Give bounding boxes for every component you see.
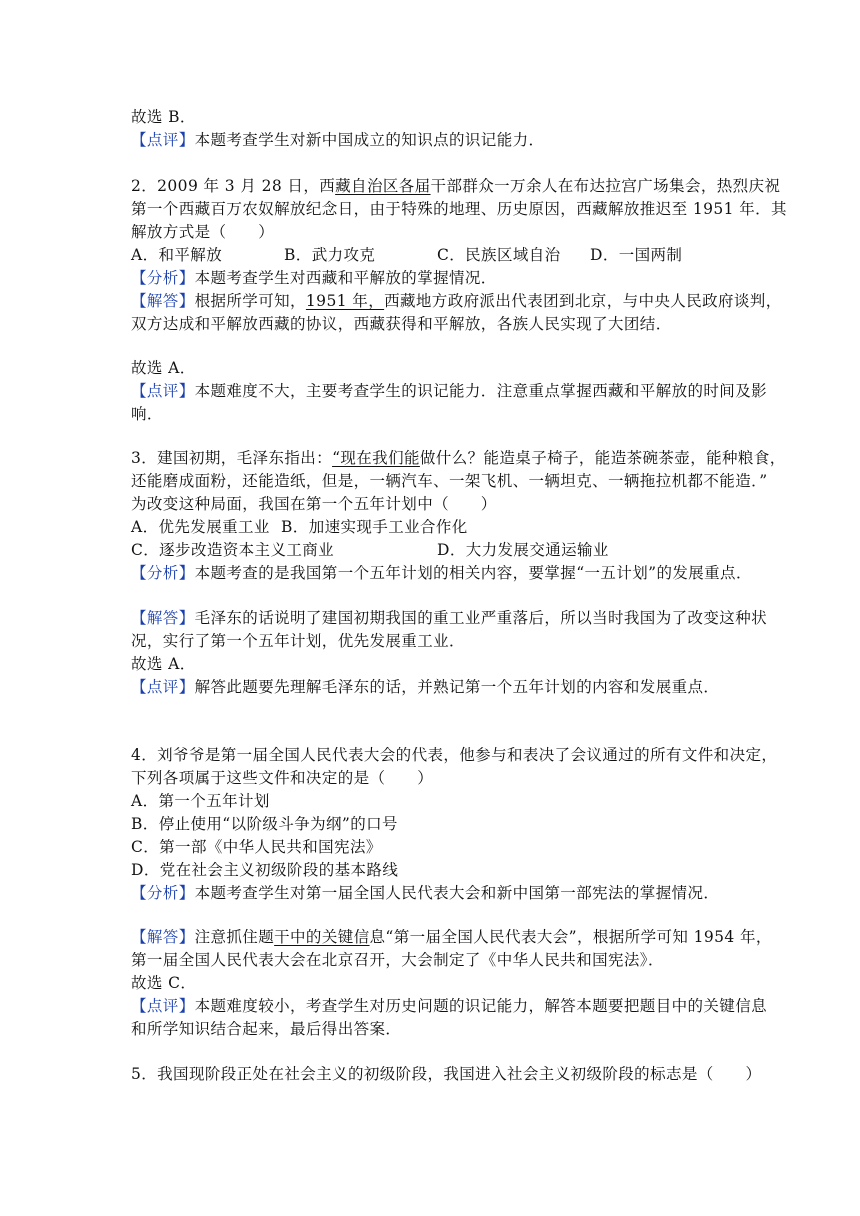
q2-answer-line-1 — [131, 290, 782, 312]
q4-comment-text: 本题难度较小，考查学生对历史问题的识记能力，解答本题要把题目中的关键信息 — [194, 997, 768, 1015]
q4-choice: 故选 C． — [131, 974, 197, 992]
q2-analysis-text: 本题考查学生对西藏和平解放的掌握情况． — [194, 269, 497, 287]
analysis-tag: 【分析】 — [131, 269, 195, 287]
q4-option-b: B．停止使用“以阶级斗争为纲”的口号 — [131, 815, 398, 833]
q4-stem-line-2: 下列各项属于这些文件和决定的是（ ） — [131, 769, 434, 787]
q2-analysis — [131, 267, 497, 289]
q2-answer-text: 西藏地方政府派出代表团到北京，与中央人民政府谈判， — [384, 292, 782, 310]
q4-comment-line-1 — [131, 995, 767, 1017]
q2-answer-line-2: 双方达成和平解放西藏的协议，西藏获得和平解放，各族人民实现了大团结． — [131, 315, 672, 333]
comment-tag: 【点评】 — [131, 997, 195, 1015]
q4-analysis — [131, 882, 719, 904]
q4-analysis-text: 本题考查学生对第一届全国人民代表大会和新中国第一部宪法的掌握情况． — [194, 884, 720, 902]
analysis-tag: 【分析】 — [131, 884, 195, 902]
q2-choice: 故选 A． — [131, 359, 196, 377]
q4-comment-line-2: 和所学知识结合起来，最后得出答案． — [131, 1020, 402, 1038]
q4-answer-text: 注意抓住题 — [194, 928, 275, 946]
analysis-tag: 【分析】 — [131, 564, 195, 582]
q3-analysis — [131, 562, 752, 584]
q3-stem-line-2: 还能磨成面粉，还能造纸，但是，一辆汽车、一架飞机、一辆坦克、一辆拖拉机都不能造．” — [131, 472, 768, 490]
q3-comment — [131, 676, 719, 698]
q3-option-c: C．逐步改造资本主义工商业 — [131, 541, 335, 559]
comment-tag: 【点评】 — [131, 131, 195, 149]
q3-choice: 故选 A． — [131, 655, 196, 673]
q3-options-row-2 — [131, 539, 609, 561]
q3-answer-text: 毛泽东的话说明了建国初期我国的重工业严重落后，所以当时我国为了改变这种状 — [194, 609, 768, 627]
q3-option-d: D．大力发展交通运输业 — [437, 541, 609, 559]
q5-stem-line-1: 5．我国现阶段正处在社会主义的初级阶段，我国进入社会主义初级阶段的标志是（ ） — [131, 1065, 762, 1083]
q3-comment-text: 解答此题要先理解毛泽东的话，并熟记第一个五年计划的内容和发展重点． — [194, 678, 720, 696]
q4-option-a: A．第一个五年计划 — [131, 792, 270, 810]
q2-answer-text: 根据所学可知， — [194, 292, 306, 310]
q3-stem-underlined: “现在我们能 — [332, 449, 420, 467]
q3-option-b: B．加速实现手工业合作化 — [281, 518, 468, 536]
q4-answer-text: 息“第一届全国人民代表大会”，根据所学可知 1954 年， — [369, 928, 772, 946]
q3-stem-line-3: 为改变这种局面，我国在第一个五年计划中（ ） — [131, 495, 497, 513]
q4-stem-line-1: 4．刘爷爷是第一届全国人民代表大会的代表，他参与和表决了会议通过的所有文件和决定， — [131, 746, 778, 764]
q3-answer-line-1 — [131, 607, 767, 629]
q4-option-c: C．第一部《中华人民共和国宪法》 — [131, 838, 382, 856]
q2-option-a: A．和平解放 — [131, 246, 223, 264]
q2-option-d: D．一国两制 — [590, 246, 683, 264]
answer-tag: 【解答】 — [131, 609, 195, 627]
q4-answer-line-2: 第一届全国人民代表大会在北京召开，大会制定了《中华人民共和国宪法》． — [131, 951, 664, 969]
q2-options — [131, 244, 682, 266]
q2-option-c: C．民族区域自治 — [437, 246, 561, 264]
q1-comment — [131, 129, 544, 151]
q2-stem-text: 干部群众一万余人在布达拉宫广场集会，热烈庆祝 — [430, 177, 781, 195]
q2-stem-text: 2．2009 年 3 月 28 日，西 — [131, 177, 336, 195]
q2-stem-underlined: 藏自治区各届 — [335, 177, 431, 195]
q2-stem-line-3: 解放方式是（ ） — [131, 223, 275, 241]
q3-options-row-1 — [131, 516, 468, 538]
comment-tag: 【点评】 — [131, 382, 195, 400]
q2-option-b: B．武力攻克 — [284, 246, 376, 264]
q2-comment-text: 本题难度不大，主要考查学生的识记能力．注意重点掌握西藏和平解放的时间及影 — [194, 382, 768, 400]
q3-stem-line-1 — [131, 447, 786, 469]
q2-stem-line-1 — [131, 175, 780, 197]
q4-option-d: D．党在社会主义初级阶段的基本路线 — [131, 861, 399, 879]
q3-answer-line-2: 况，实行了第一个五年计划，优先发展重工业． — [131, 632, 465, 650]
answer-tag: 【解答】 — [131, 928, 195, 946]
q2-answer-underlined: 1951 年， — [305, 292, 385, 310]
comment-tag: 【点评】 — [131, 678, 195, 696]
answer-tag: 【解答】 — [131, 292, 195, 310]
q2-stem-line-2: 第一个西藏百万农奴解放纪念日，由于特殊的地理、历史原因，西藏解放推迟至 1951 年．其 — [131, 200, 787, 218]
q4-answer-underlined: 干中的关键信 — [274, 928, 370, 946]
q4-answer-line-1 — [131, 926, 772, 948]
q3-option-a: A．优先发展重工业 — [131, 518, 270, 536]
q3-stem-text: 做什么？能造桌子椅子，能造茶碗茶壶，能种粮食， — [419, 449, 786, 467]
q2-comment-line-1 — [131, 380, 767, 402]
q3-analysis-text: 本题考查的是我国第一个五年计划的相关内容，要掌握“一五计划”的发展重点． — [194, 564, 752, 582]
q2-comment-line-2: 响． — [131, 405, 163, 423]
q3-stem-text: 3．建国初期，毛泽东指出： — [131, 449, 333, 467]
q1-comment-text: 本题考查学生对新中国成立的知识点的识记能力． — [194, 131, 545, 149]
q1-choice: 故选 B． — [131, 108, 196, 126]
